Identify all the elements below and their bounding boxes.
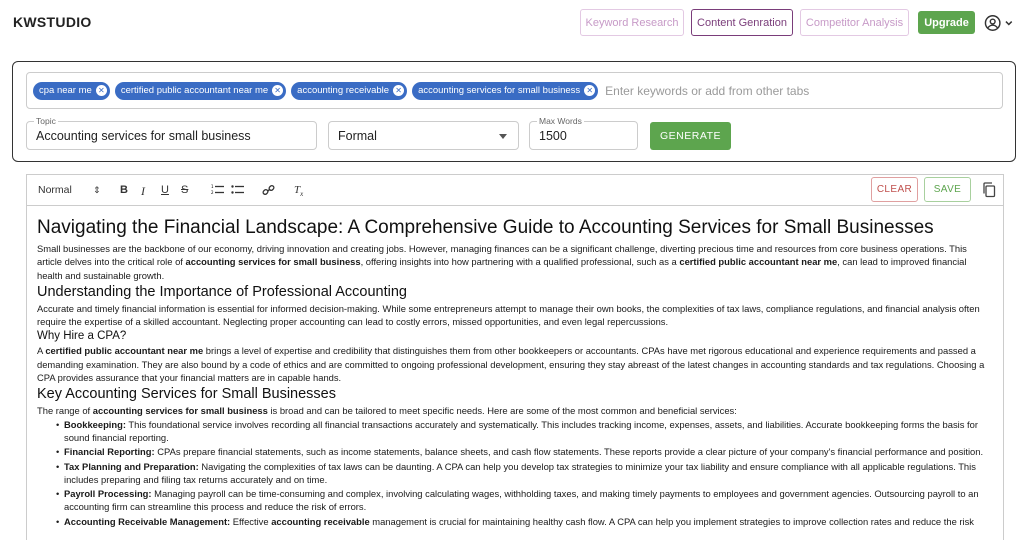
keyword-input[interactable]: [605, 84, 815, 98]
chip-label: accounting services for small business: [418, 85, 581, 96]
clear-button[interactable]: CLEAR: [871, 177, 918, 202]
account-menu[interactable]: [984, 13, 1014, 33]
bold-button[interactable]: B: [120, 184, 128, 196]
keyword-chip[interactable]: [291, 82, 407, 100]
keyword-chip-input[interactable]: [26, 72, 1003, 109]
text-style-select[interactable]: Normal: [38, 184, 72, 196]
max-words-value[interactable]: 1500: [539, 129, 567, 143]
max-words-label: Max Words: [539, 116, 582, 126]
underline-button[interactable]: U: [161, 184, 169, 196]
article-content[interactable]: [37, 217, 992, 529]
article-title: Navigating the Financial Landscape: A Comprehensive Guide to Accounting Services for Small Businesses: [37, 217, 934, 238]
importance-paragraph: Accurate and timely financial information is essential for informed decision-making. While some entrepreneurs attempt to manage their own books, the complexities of tax laws, compliance regulations, and financial analysis often require the expertise of a skilled accountant. Neglecting proper accounting can lead to costly errors, missed opportunities, and even legal repercussions.: [37, 302, 980, 328]
editor-toolbar: [27, 175, 1003, 206]
app-logo[interactable]: KWSTUDIO: [13, 14, 92, 30]
select-arrows-icon[interactable]: ⇕: [93, 185, 101, 195]
chip-label: accounting receivable: [297, 85, 390, 96]
link-icon[interactable]: [262, 184, 275, 199]
list-item: • Financial Reporting: CPAs prepare financial statements, such as income statements, balance sheets, and cash flow statements. These reports provide a clear picture of your company's financial performance and position.: [64, 445, 992, 458]
dropdown-arrow-icon: [499, 134, 507, 139]
close-icon[interactable]: ✕: [393, 85, 404, 96]
topic-field[interactable]: [26, 116, 317, 150]
topic-value[interactable]: Accounting services for small business: [36, 129, 251, 143]
max-words-field[interactable]: [529, 116, 638, 150]
chip-label: certified public accountant near me: [120, 85, 269, 96]
svg-text:2: 2: [211, 190, 214, 195]
section-heading: Understanding the Importance of Professional Accounting: [37, 283, 407, 300]
content-generation-tab[interactable]: Content Genration: [691, 9, 793, 36]
services-paragraph: The range of accounting services for small business is broad and can be tailored to meet specific needs. Here are some of the most common and beneficial services:: [37, 405, 737, 417]
generate-button[interactable]: GENERATE: [650, 122, 731, 150]
keyword-chip[interactable]: [33, 82, 110, 100]
keyword-research-tab[interactable]: Keyword Research: [580, 9, 684, 36]
list-item: • Bookkeeping: This foundational service involves recording all financial transactions accurately and systematically. This includes tracking income, expenses, assets, and liabilities. Accurate bookkeeping forms the basis for sound financial reporting.: [64, 418, 992, 445]
ordered-list-icon[interactable]: [211, 184, 224, 198]
cpa-paragraph: A certified public accountant near me brings a level of expertise and credibility that distinguishes them from other bookkeepers or accountants. CPAs have met rigorous educational and experience requirements and passed a demanding examination. They are also bound by a code of ethics and are committed to ongoing professional development, ensuring they stay abreast of the latest changes in accounting standards and tax regulations. Choosing a CPA provides assurance that your financial matters are in capable hands.: [37, 345, 985, 384]
close-icon[interactable]: ✕: [272, 85, 283, 96]
tone-value: Formal: [338, 129, 377, 143]
italic-button[interactable]: I: [141, 184, 145, 198]
copy-icon[interactable]: [982, 182, 996, 198]
section-heading: Key Accounting Services for Small Businesses: [37, 386, 336, 403]
list-item: • Payroll Processing: Managing payroll can be time-consuming and complex, involving calculating wages, withholding taxes, and making timely payments to employees and government agencies. Outsourcing payroll to an accounting firm can streamline this process and reduce the risk of errors.: [64, 487, 992, 514]
tone-select[interactable]: [328, 121, 519, 150]
bullet-list-icon[interactable]: [231, 184, 244, 198]
upgrade-button[interactable]: Upgrade: [918, 11, 975, 34]
close-icon[interactable]: ✕: [584, 85, 595, 96]
intro-paragraph: Small businesses are the backbone of our economy, driving innovation and creating jobs. However, managing finances can be a significant challenge, diverting precious time and resources from core business operations. This article delves into the critical role of accounting services for small business, offering insights into how partnering with a qualified professional, such as a certified public accountant near me, can lead to improved financial health and sustainable growth.: [37, 243, 967, 281]
rich-text-editor[interactable]: [26, 174, 1004, 540]
chevron-down-icon: [1004, 18, 1014, 28]
services-list: [64, 418, 992, 528]
user-circle-icon: [984, 14, 1001, 32]
list-item: • Tax Planning and Preparation: Navigating the complexities of tax laws can be daunting. A CPA can help you develop tax strategies to minimize your tax liability and ensure compliance with all applicable regulations. This includes preparing and filing tax returns accurately and on time.: [64, 460, 992, 487]
svg-text:1: 1: [211, 184, 214, 189]
competitor-analysis-tab[interactable]: Competitor Analysis: [800, 9, 909, 36]
clear-format-icon[interactable]: $T_x$: [294, 184, 304, 199]
save-button[interactable]: SAVE: [924, 177, 971, 202]
chip-label: cpa near me: [39, 85, 92, 96]
subsection-heading: Why Hire a CPA?: [37, 330, 127, 343]
close-icon[interactable]: ✕: [96, 85, 107, 96]
keyword-chip[interactable]: [412, 82, 598, 100]
topic-label: Topic: [36, 116, 56, 126]
strikethrough-button[interactable]: S: [181, 184, 189, 196]
keyword-chip[interactable]: [115, 82, 286, 100]
list-item: • Accounting Receivable Management: Effective accounting receivable management is crucial for maintaining healthy cash flow. A CPA can help you implement strategies to improve collection rates and reduce the risk: [64, 515, 992, 528]
